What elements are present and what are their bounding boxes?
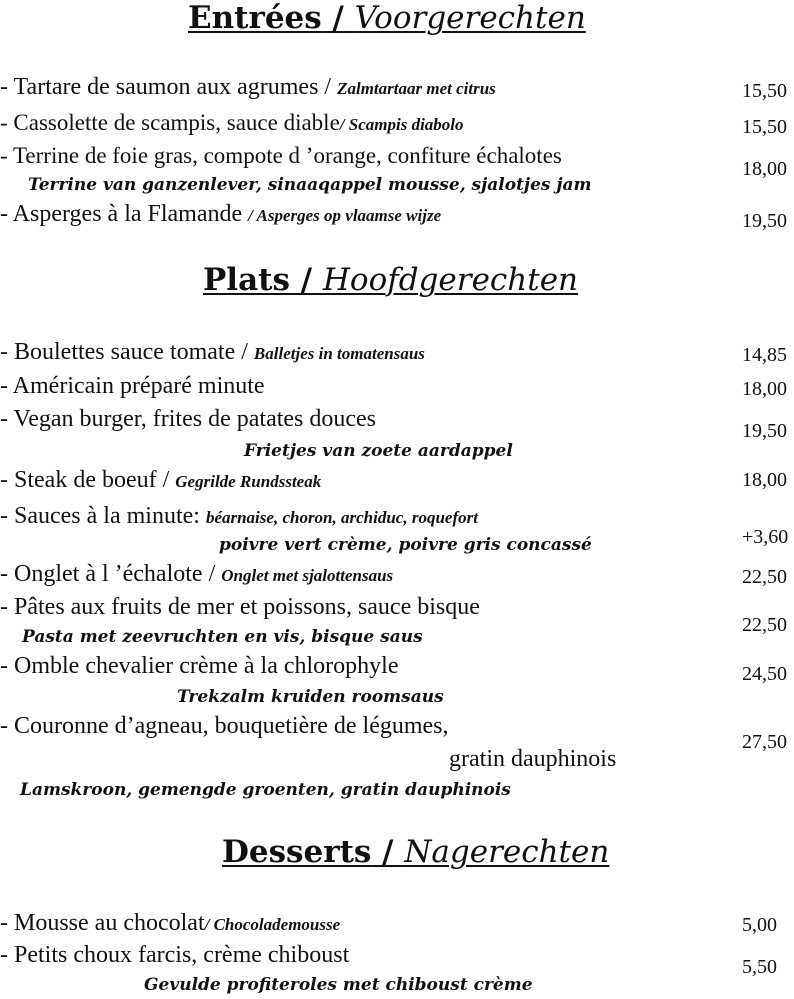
section-title-entrees bbox=[188, 0, 586, 36]
menu-item-pates bbox=[0, 594, 480, 621]
section-title-fr: Plats bbox=[203, 262, 290, 298]
item-name-fr: - Pâtes aux fruits de mer et poissons, sauce bisque bbox=[0, 594, 480, 620]
item-name-nl: béarnaise, choron, archiduc, roquefort bbox=[205, 508, 478, 527]
item-name-nl: / Scampis diabolo bbox=[339, 115, 464, 134]
menu-item-tartare bbox=[0, 74, 496, 101]
item-price: 18,00 bbox=[742, 378, 787, 400]
menu-item-steak bbox=[0, 467, 321, 494]
item-name-fr: - Mousse au chocolat bbox=[0, 910, 205, 936]
item-name-nl: Trekzalm kruiden roomsaus bbox=[177, 687, 444, 707]
item-name-fr: - Onglet à l ’échalote / bbox=[0, 561, 222, 587]
item-price: 19,50 bbox=[742, 210, 787, 232]
item-price: 18,00 bbox=[742, 158, 787, 180]
menu-item-sauces bbox=[0, 503, 478, 530]
item-name-nl: Terrine van ganzenlever, sinaaqappel mousse, sjalotjes jam bbox=[28, 175, 592, 195]
menu-item-terrine bbox=[0, 143, 562, 169]
item-name-fr: - Couronne d’agneau, bouquetière de légumes, bbox=[0, 713, 449, 739]
item-name-nl-continued: poivre vert crème, poivre gris concassé bbox=[219, 535, 592, 555]
item-name-fr: - Petits choux farcis, crème chiboust bbox=[0, 942, 350, 968]
item-price: 14,85 bbox=[742, 344, 787, 366]
item-price: 27,50 bbox=[742, 731, 787, 753]
menu-item-petits-choux bbox=[0, 942, 349, 969]
item-name-fr: - Tartare de saumon aux agrumes / bbox=[0, 74, 338, 100]
section-title-separator: / bbox=[321, 0, 355, 36]
section-title-nl: Hoofdgerechten bbox=[322, 262, 579, 298]
item-name-fr: - Steak de boeuf / bbox=[0, 467, 176, 493]
item-name-nl: Frietjes van zoete aardappel bbox=[244, 441, 513, 461]
item-name-fr: - Américain préparé minute bbox=[0, 373, 265, 399]
menu-item-americain bbox=[0, 373, 265, 400]
menu-item-cassolette bbox=[0, 110, 464, 136]
section-title-fr: Entrées bbox=[188, 0, 322, 36]
item-price: 15,50 bbox=[742, 116, 787, 138]
item-name-nl: / Asperges op vlaamse wijze bbox=[248, 206, 442, 225]
section-title-desserts bbox=[222, 834, 609, 870]
item-price: 22,50 bbox=[742, 614, 787, 636]
section-title-separator: / bbox=[289, 262, 323, 298]
item-name-fr: - Cassolette de scampis, sauce diable bbox=[0, 110, 340, 135]
item-name-nl: Pasta met zeevruchten en vis, bisque saus bbox=[22, 627, 423, 647]
item-name-nl: Onglet met sjalottensaus bbox=[221, 566, 394, 585]
section-title-fr: Desserts bbox=[222, 834, 372, 870]
item-price: 22,50 bbox=[742, 566, 787, 588]
menu-item-couronne bbox=[0, 713, 449, 740]
item-price: 19,50 bbox=[742, 420, 787, 442]
item-name-fr: - Vegan burger, frites de patates douces bbox=[0, 406, 377, 432]
section-title-nl: Voorgerechten bbox=[354, 0, 586, 36]
menu-item-mousse bbox=[0, 910, 340, 937]
item-name-nl: Balletjes in tomatensaus bbox=[253, 344, 425, 363]
item-name-nl: Lamskroon, gemengde groenten, gratin dauphinois bbox=[20, 780, 511, 800]
item-name-fr: - Terrine de foie gras, compote d ’orange, confiture échalotes bbox=[0, 143, 562, 168]
item-price: 5,50 bbox=[742, 956, 777, 978]
item-price: +3,60 bbox=[742, 526, 789, 548]
menu-item-omble bbox=[0, 653, 398, 680]
menu-item-onglet bbox=[0, 561, 393, 588]
menu-item-vegan-burger bbox=[0, 406, 376, 433]
item-price: 15,50 bbox=[742, 80, 787, 102]
item-name-nl: Gevulde profiteroles met chiboust crème bbox=[144, 975, 533, 995]
item-price: 18,00 bbox=[742, 469, 787, 491]
section-title-separator: / bbox=[371, 834, 405, 870]
item-price: 5,00 bbox=[742, 914, 777, 936]
item-name-fr-continued: gratin dauphinois bbox=[449, 746, 617, 772]
section-title-plats bbox=[203, 262, 578, 298]
item-name-nl: Zalmtartaar met citrus bbox=[337, 79, 496, 98]
item-name-fr: - Boulettes sauce tomate / bbox=[0, 339, 254, 365]
menu-item-asperges bbox=[0, 201, 441, 228]
item-name-nl: / Chocolademousse bbox=[204, 915, 341, 934]
item-price: 24,50 bbox=[742, 663, 787, 685]
item-name-fr: - Omble chevalier crème à la chlorophyle bbox=[0, 653, 399, 679]
menu-item-boulettes bbox=[0, 339, 425, 366]
section-title-nl: Nagerechten bbox=[404, 834, 610, 870]
item-name-nl: Gegrilde Rundssteak bbox=[175, 472, 322, 491]
item-name-fr: - Asperges à la Flamande bbox=[0, 201, 249, 227]
item-name-fr: - Sauces à la minute: bbox=[0, 503, 206, 529]
